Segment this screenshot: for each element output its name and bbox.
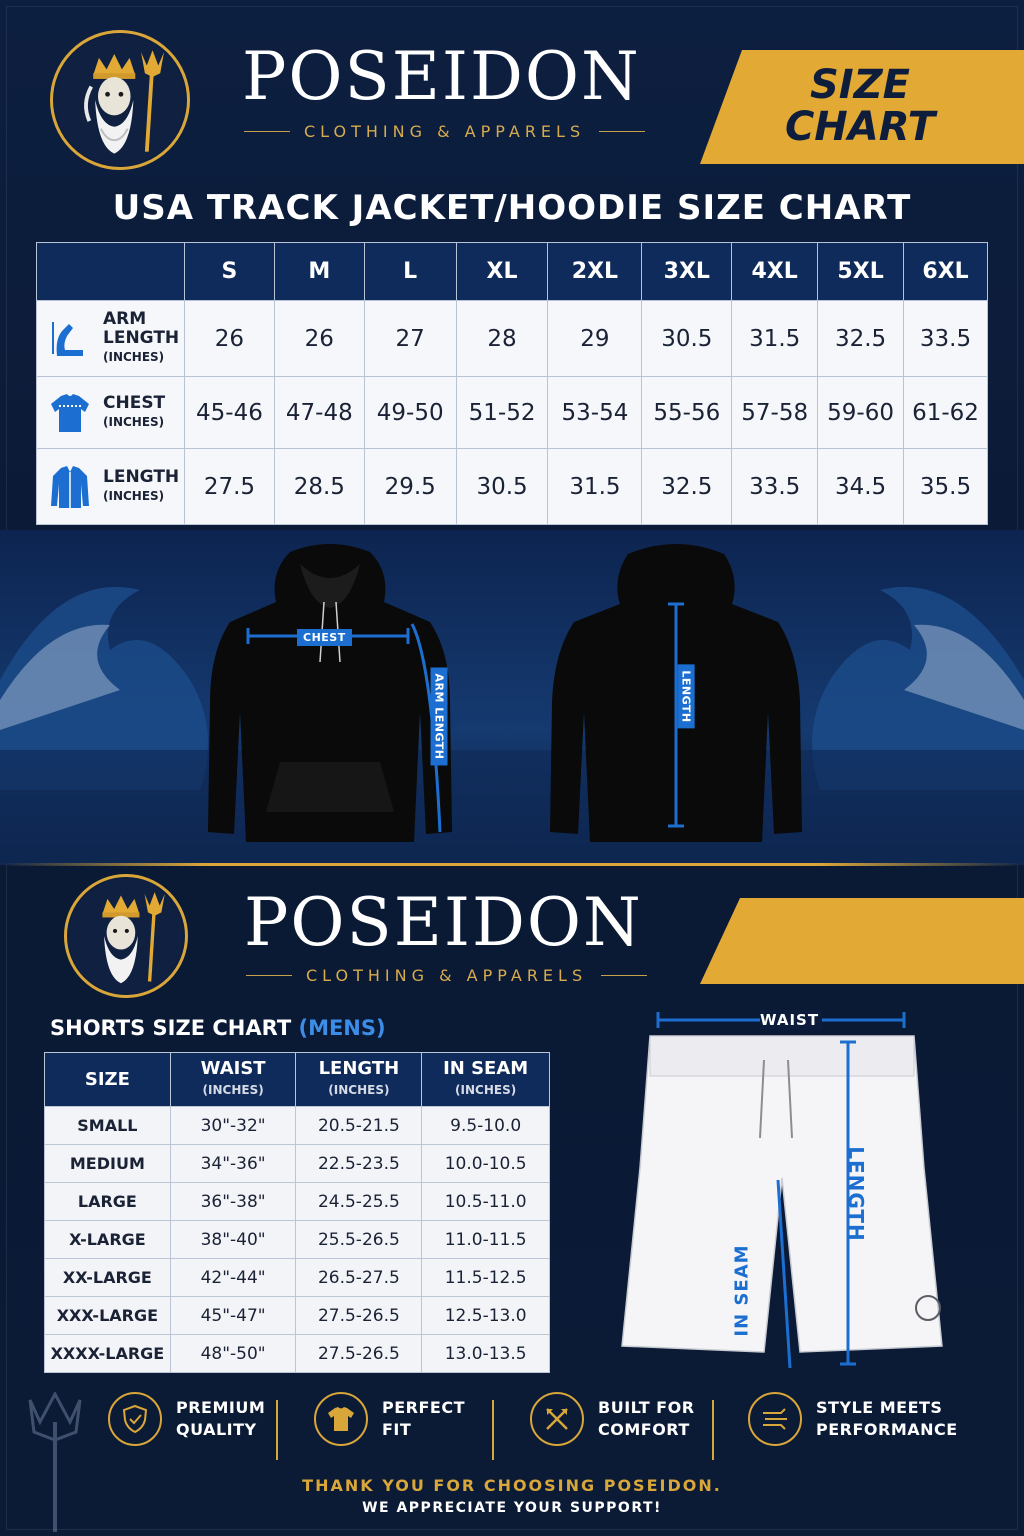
cell: LARGE xyxy=(45,1183,171,1221)
cell: SMALL xyxy=(45,1107,171,1145)
jacket-table-header-row xyxy=(37,243,988,301)
cell: 34.5 xyxy=(818,449,904,525)
cell: 35.5 xyxy=(904,449,988,525)
banner-text xyxy=(740,64,980,148)
cell: 38"-40" xyxy=(170,1221,296,1259)
table-row xyxy=(45,1259,550,1297)
poseidon-logo-icon xyxy=(67,877,185,995)
cell: 32.5 xyxy=(818,301,904,377)
cell: 24.5-25.5 xyxy=(296,1183,422,1221)
table-row xyxy=(45,1183,550,1221)
cell: 12.5-13.0 xyxy=(422,1297,550,1335)
shorts-illustration xyxy=(598,1008,968,1380)
cell: 49-50 xyxy=(364,377,456,449)
feature-perfect-fit xyxy=(314,1392,465,1446)
cell: XXXX-LARGE xyxy=(45,1335,171,1373)
cell: 27.5-26.5 xyxy=(296,1335,422,1373)
appreciate-text: WE APPRECIATE YOUR SUPPORT! xyxy=(362,1500,662,1516)
shorts-title-accent: (MENS) xyxy=(298,1016,386,1040)
cell: 30"-32" xyxy=(170,1107,296,1145)
cell: 26 xyxy=(274,301,364,377)
shorts-header-label: SIZE xyxy=(84,1068,130,1090)
jacket-header-size: L xyxy=(364,243,456,301)
shorts-header-row xyxy=(45,1053,550,1107)
feature-separator xyxy=(492,1400,494,1460)
cell: 27.5-26.5 xyxy=(296,1297,422,1335)
rule-left xyxy=(244,131,290,132)
jacket-header-size: M xyxy=(274,243,364,301)
brand-name-secondary: POSEIDON xyxy=(244,884,643,961)
feature-line: PREMIUM xyxy=(176,1398,266,1417)
cell: 29 xyxy=(548,301,642,377)
shorts-header-cell xyxy=(296,1053,422,1107)
cell: 20.5-21.5 xyxy=(296,1107,422,1145)
brand-name: POSEIDON xyxy=(242,38,641,115)
cell: XX-LARGE xyxy=(45,1259,171,1297)
feature-style-performance xyxy=(748,1392,958,1446)
cell: 11.0-11.5 xyxy=(422,1221,550,1259)
cell: 27.5 xyxy=(184,449,274,525)
cell: 26.5-27.5 xyxy=(296,1259,422,1297)
poseidon-logo-secondary xyxy=(64,874,188,998)
cell: 47-48 xyxy=(274,377,364,449)
wave-illustration xyxy=(0,530,1024,865)
cell: 10.0-10.5 xyxy=(422,1145,550,1183)
shorts-title-main: SHORTS SIZE CHART xyxy=(50,1016,292,1040)
row-head-arm-length xyxy=(37,301,185,377)
cell: 11.5-12.5 xyxy=(422,1259,550,1297)
cell: 57-58 xyxy=(732,377,818,449)
cell: 28 xyxy=(456,301,548,377)
feature-separator xyxy=(276,1400,278,1460)
waist-measure-label: WAIST xyxy=(760,1011,820,1029)
table-row xyxy=(45,1107,550,1145)
poseidon-logo xyxy=(50,30,190,170)
shorts-header-label: WAIST xyxy=(200,1058,266,1079)
feature-line: QUALITY xyxy=(176,1420,257,1439)
jacket-header-size: 5XL xyxy=(818,243,904,301)
length-unit: (INCHES) xyxy=(103,488,165,503)
brand-subtitle: CLOTHING & APPARELS xyxy=(304,122,586,141)
chest-label: CHEST xyxy=(103,392,166,413)
cell: X-LARGE xyxy=(45,1221,171,1259)
cell: 28.5 xyxy=(274,449,364,525)
jacket-chart-title: USA TRACK JACKET/HOODIE SIZE CHART xyxy=(112,188,912,228)
length-label: LENGTH xyxy=(103,466,180,487)
jacket-header-size: 6XL xyxy=(904,243,988,301)
arm-label-1: ARM xyxy=(103,309,147,329)
cell: 22.5-23.5 xyxy=(296,1145,422,1183)
cell: 25.5-26.5 xyxy=(296,1221,422,1259)
arm-icon xyxy=(47,316,93,362)
jacket-row-chest xyxy=(37,377,988,449)
cell: 51-52 xyxy=(456,377,548,449)
shorts-header-cell xyxy=(422,1053,550,1107)
cell: 61-62 xyxy=(904,377,988,449)
shorts-chart-title xyxy=(50,1016,386,1040)
cell: 33.5 xyxy=(732,449,818,525)
cell: 13.0-13.5 xyxy=(422,1335,550,1373)
jacket-header-empty xyxy=(37,243,185,301)
cell: 33.5 xyxy=(904,301,988,377)
cell: 9.5-10.0 xyxy=(422,1107,550,1145)
tshirt-icon xyxy=(314,1392,368,1446)
jacket-row-arm-length xyxy=(37,301,988,377)
cell: 10.5-11.0 xyxy=(422,1183,550,1221)
crossed-arrows-icon xyxy=(530,1392,584,1446)
shorts-header-unit: (INCHES) xyxy=(328,1083,390,1097)
feature-line: STYLE MEETS xyxy=(816,1398,943,1417)
jacket-header-size: 4XL xyxy=(732,243,818,301)
cell: 53-54 xyxy=(548,377,642,449)
hoodie-back-illustration xyxy=(542,542,810,852)
shorts-header-label: LENGTH xyxy=(318,1058,400,1079)
motion-lines-icon xyxy=(748,1392,802,1446)
feature-line: BUILT FOR xyxy=(598,1398,695,1417)
jacket-header-size: S xyxy=(184,243,274,301)
feature-line: PERFECT xyxy=(382,1398,465,1417)
feature-line: PERFORMANCE xyxy=(816,1420,958,1439)
cell: 34"-36" xyxy=(170,1145,296,1183)
gold-banner-secondary xyxy=(700,898,1024,984)
feature-premium-quality xyxy=(108,1392,265,1446)
row-head-length xyxy=(37,449,185,525)
row-head-chest xyxy=(37,377,185,449)
rule-right xyxy=(599,131,645,132)
ocean-background xyxy=(0,530,1024,865)
jacket-header-size: 3XL xyxy=(642,243,732,301)
chest-unit: (INCHES) xyxy=(103,414,165,429)
feature-line: COMFORT xyxy=(598,1420,690,1439)
shorts-header-label: IN SEAM xyxy=(443,1058,529,1079)
cell: 48"-50" xyxy=(170,1335,296,1373)
cell: 31.5 xyxy=(548,449,642,525)
hoodie-front-illustration xyxy=(200,542,460,852)
cell: 45-46 xyxy=(184,377,274,449)
cell: MEDIUM xyxy=(45,1145,171,1183)
feature-built-for-comfort xyxy=(530,1392,695,1446)
table-row xyxy=(45,1335,550,1373)
brand-subtitle-secondary: CLOTHING & APPARELS xyxy=(306,966,588,985)
brand-subtitle-row-secondary xyxy=(246,966,647,985)
cell: 45"-47" xyxy=(170,1297,296,1335)
arm-length-measure-label: ARM LENGTH xyxy=(431,667,448,765)
shirt-icon xyxy=(47,390,93,436)
table-row xyxy=(45,1145,550,1183)
cell: 30.5 xyxy=(456,449,548,525)
shorts-header-unit: (INCHES) xyxy=(202,1083,264,1097)
arm-unit: (INCHES) xyxy=(103,350,165,364)
cell: 32.5 xyxy=(642,449,732,525)
length-shorts-label: LENGTH xyxy=(843,1146,868,1242)
table-row xyxy=(45,1297,550,1335)
cell: 59-60 xyxy=(818,377,904,449)
jacket-size-table xyxy=(36,242,988,525)
brand-subtitle-row xyxy=(244,122,645,141)
chest-measure-label: CHEST xyxy=(297,629,352,646)
cell: 29.5 xyxy=(364,449,456,525)
feature-line: FIT xyxy=(382,1420,412,1439)
rule-right xyxy=(601,975,647,976)
banner-line-2: CHART xyxy=(784,104,936,150)
cell: 26 xyxy=(184,301,274,377)
length-measure-label: LENGTH xyxy=(678,664,695,728)
jacket-header-size: XL xyxy=(456,243,548,301)
cell: 42"-44" xyxy=(170,1259,296,1297)
jacket-icon xyxy=(47,464,93,510)
shorts-size-table xyxy=(44,1052,550,1373)
jacket-row-length xyxy=(37,449,988,525)
jacket-header-size: 2XL xyxy=(548,243,642,301)
cell: 55-56 xyxy=(642,377,732,449)
banner-line-1: SIZE xyxy=(809,62,911,108)
cell: 36"-38" xyxy=(170,1183,296,1221)
cell: 31.5 xyxy=(732,301,818,377)
inseam-label: IN SEAM xyxy=(731,1244,753,1337)
poseidon-logo-icon xyxy=(53,33,187,167)
cell: XXX-LARGE xyxy=(45,1297,171,1335)
cell: 30.5 xyxy=(642,301,732,377)
gold-divider xyxy=(0,863,1024,866)
shield-check-icon xyxy=(108,1392,162,1446)
cell: 27 xyxy=(364,301,456,377)
shorts-header-cell xyxy=(170,1053,296,1107)
features-bar xyxy=(0,1392,1024,1476)
thank-you-text: THANK YOU FOR CHOOSING POSEIDON. xyxy=(302,1476,722,1495)
arm-label-2: LENGTH xyxy=(103,328,180,348)
shorts-header-cell xyxy=(45,1053,171,1107)
shorts-header-unit: (INCHES) xyxy=(455,1083,517,1097)
feature-separator xyxy=(712,1400,714,1460)
rule-left xyxy=(246,975,292,976)
table-row xyxy=(45,1221,550,1259)
